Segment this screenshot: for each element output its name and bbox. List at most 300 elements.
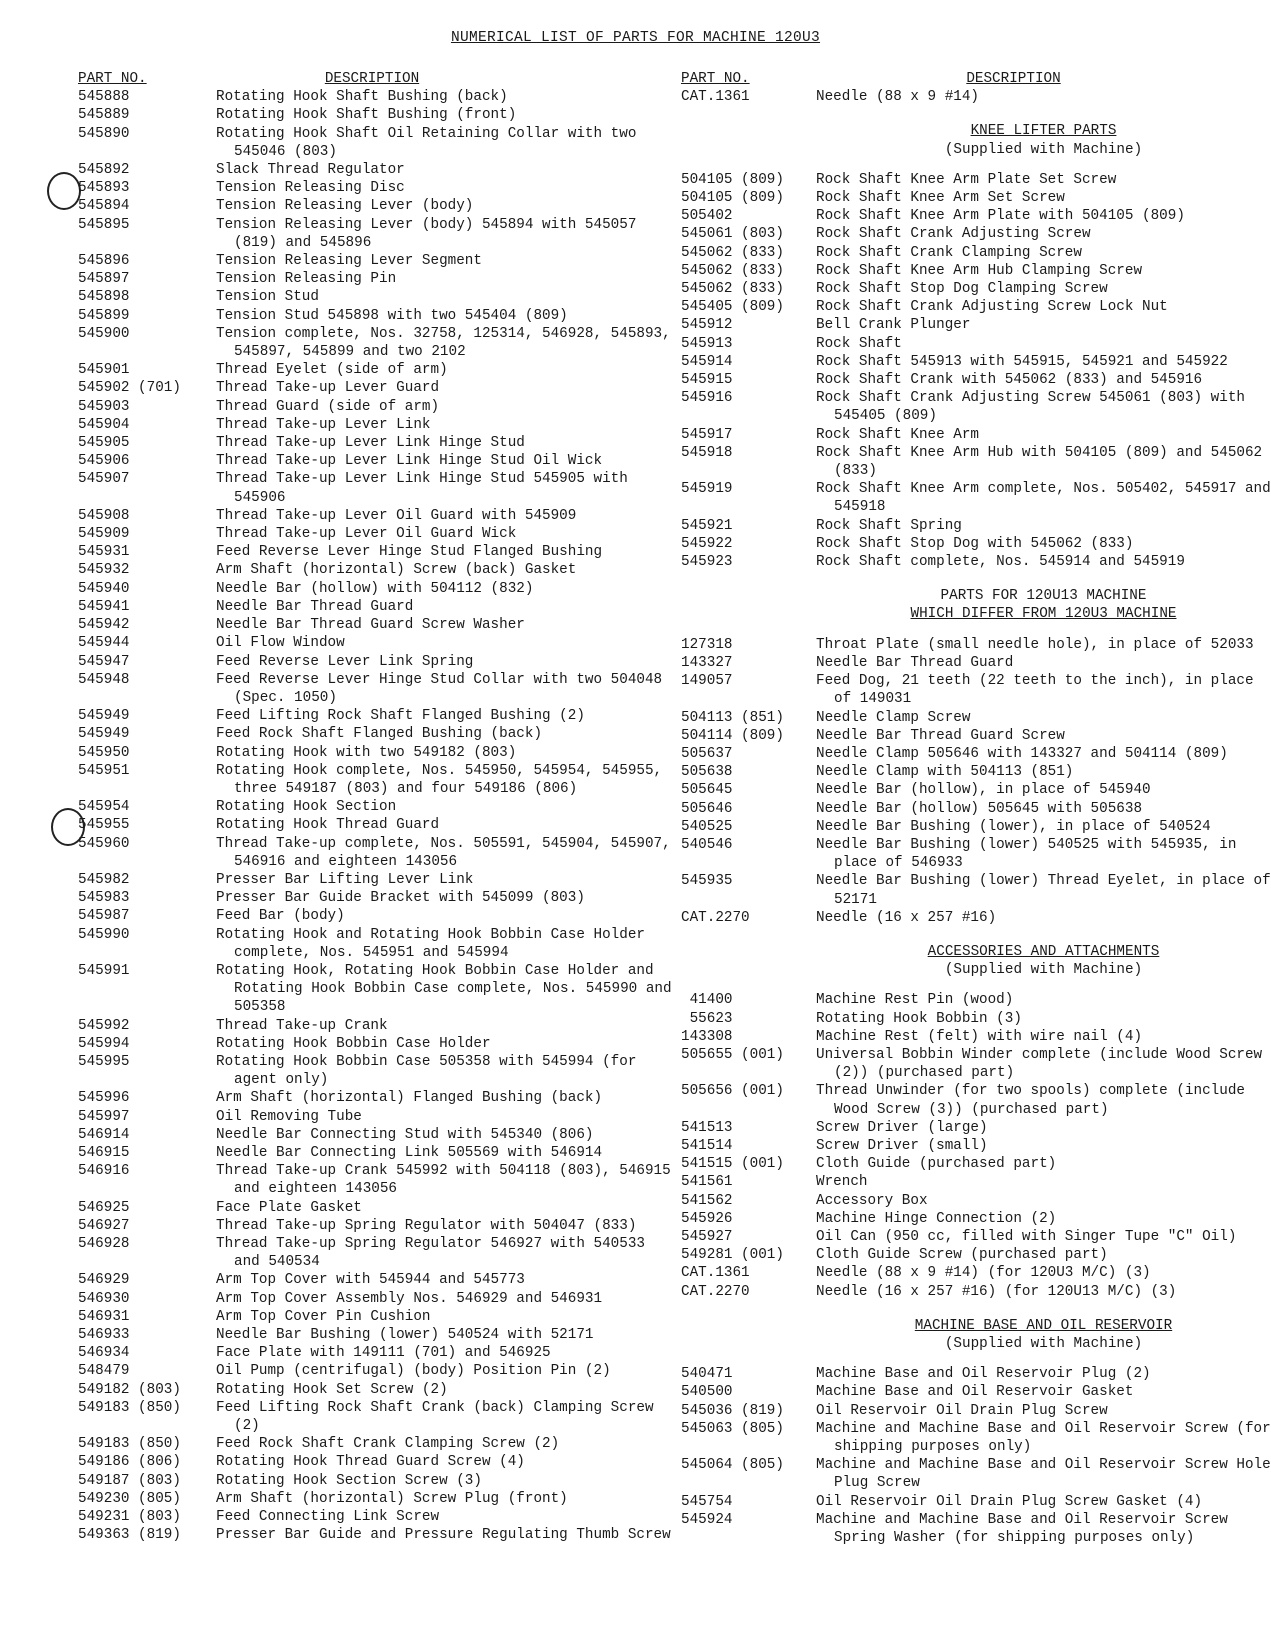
- parts-row: [681, 371, 1271, 389]
- left-parts-list: [78, 88, 678, 1544]
- parts-row: [681, 444, 1271, 480]
- parts-row: [681, 1210, 1271, 1228]
- parts-row: [78, 762, 678, 798]
- part-number: 545947: [78, 653, 130, 670]
- parts-row: [681, 654, 1271, 672]
- part-number: 545061 (803): [681, 226, 784, 243]
- part-description: Rock Shaft Knee Arm: [816, 426, 980, 443]
- part-description: Machine Rest (felt) with wire nail (4): [816, 1028, 1143, 1045]
- parts-row: [78, 1326, 678, 1344]
- part-number: 546928: [78, 1236, 130, 1252]
- part-description: Rotating Hook Section: [216, 799, 397, 816]
- parts-row: [681, 1383, 1271, 1401]
- part-description: Oil Can (950 cc, filled with Singer Tupe "C" Oil): [816, 1228, 1237, 1245]
- parts-row: [681, 207, 1271, 225]
- part-description: Tension complete, Nos. 32758, 125314, 546928, 545893, 545897, 545899 and two 2102: [216, 325, 671, 361]
- parts-row: [681, 353, 1271, 371]
- part-number: 504113 (851): [681, 709, 784, 726]
- part-number: 545941: [78, 598, 130, 615]
- parts-row: [78, 379, 678, 397]
- parts-row: [681, 389, 1271, 425]
- part-number: 545935: [681, 873, 733, 890]
- part-description: Needle (88 x 9 #14) (for 120U3 M/C) (3): [816, 1265, 1151, 1282]
- part-number: 545948: [78, 671, 130, 688]
- differ-section-subtitle: WHICH DIFFER FROM 120U3 MACHINE: [910, 606, 1177, 623]
- part-number: 549231 (803): [78, 1509, 181, 1526]
- parts-row: [78, 1362, 678, 1380]
- parts-row: [681, 1283, 1271, 1301]
- part-description: Machine and Machine Base and Oil Reservoir Screw (for shipping purposes only): [816, 1420, 1271, 1456]
- parts-row: [681, 1010, 1271, 1028]
- part-number: 546927: [78, 1217, 130, 1234]
- part-number: 545927: [681, 1228, 733, 1245]
- parts-row: [78, 252, 678, 270]
- part-description: Rotating Hook Bobbin Case Holder: [216, 1035, 491, 1052]
- part-number: 546930: [78, 1290, 130, 1307]
- part-number: 545895: [78, 216, 130, 233]
- part-description: Arm Top Cover Pin Cushion: [216, 1308, 431, 1325]
- part-no-header: PART NO.: [681, 71, 750, 87]
- part-description: Thread Take-up Lever Oil Guard Wick: [216, 526, 517, 543]
- part-description: Needle Bar Connecting Stud with 545340 (806): [216, 1126, 594, 1143]
- part-description: Needle Bar Bushing (lower) 540525 with 545935, in place of 546933: [816, 836, 1237, 872]
- part-number: 143308: [681, 1028, 733, 1045]
- part-number: 505402: [681, 208, 733, 225]
- part-description: Feed Reverse Lever Link Spring: [216, 653, 474, 670]
- parts-row: [681, 1028, 1271, 1046]
- parts-row: [681, 745, 1271, 763]
- part-description: Tension Stud: [216, 289, 319, 306]
- parts-row: [681, 88, 1271, 106]
- parts-row: [681, 517, 1271, 535]
- part-number: CAT.1361: [681, 89, 750, 106]
- differ-parts-list: [681, 636, 1271, 927]
- part-description: Needle Bar Thread Guard Screw: [816, 727, 1065, 744]
- part-description: Rotating Hook Thread Guard Screw (4): [216, 1454, 525, 1471]
- part-description: Arm Top Cover with 545944 and 545773: [216, 1272, 525, 1289]
- parts-row: [78, 598, 678, 616]
- part-number: 545982: [78, 871, 130, 888]
- part-no-header: PART NO.: [78, 71, 147, 87]
- part-number: CAT.2270: [681, 909, 750, 926]
- part-description: Presser Bar Guide and Pressure Regulating Thumb Screw: [216, 1527, 671, 1544]
- part-number: 549183 (850): [78, 1399, 181, 1416]
- part-number: 545062 (833): [681, 281, 784, 298]
- part-description: Arm Shaft (horizontal) Screw Plug (front): [216, 1490, 568, 1507]
- part-description: Thread Eyelet (side of arm): [216, 362, 448, 379]
- part-number: 545906: [78, 453, 130, 470]
- parts-row: [78, 1108, 678, 1126]
- part-description: Needle Bar Bushing (lower), in place of 540524: [816, 818, 1211, 835]
- part-number: 545062 (833): [681, 262, 784, 279]
- knee-section-heading: [681, 122, 1271, 158]
- part-number: 548479: [78, 1363, 130, 1380]
- part-number: 545897: [78, 271, 130, 288]
- binder-hole-mark: [47, 172, 81, 210]
- parts-row: [681, 1402, 1271, 1420]
- parts-row: [681, 316, 1271, 334]
- parts-row: [681, 280, 1271, 298]
- part-number: 545889: [78, 107, 130, 124]
- part-number: 546915: [78, 1144, 130, 1161]
- part-number: 143327: [681, 654, 733, 671]
- part-number: 504114 (809): [681, 727, 784, 744]
- parts-row: [78, 744, 678, 762]
- parts-row: [681, 872, 1271, 908]
- accessories-parts-list: [681, 991, 1271, 1300]
- part-description: Rock Shaft Spring: [816, 517, 962, 534]
- parts-row: [681, 1192, 1271, 1210]
- part-number: 545063 (805): [681, 1420, 784, 1437]
- part-description: Rock Shaft Crank Adjusting Screw: [816, 226, 1091, 243]
- part-description: Thread Take-up Spring Regulator with 504047 (833): [216, 1217, 637, 1234]
- parts-row: [78, 270, 678, 288]
- parts-row: [78, 1144, 678, 1162]
- differ-section-heading: [681, 587, 1271, 623]
- part-number: 546934: [78, 1345, 130, 1362]
- part-number: 545949: [78, 708, 130, 725]
- description-header: DESCRIPTION: [966, 71, 1061, 87]
- parts-row: [78, 325, 678, 361]
- part-number: 505637: [681, 745, 733, 762]
- part-number: 545996: [78, 1090, 130, 1107]
- part-description: Machine Hinge Connection (2): [816, 1210, 1057, 1227]
- part-number: 545931: [78, 544, 130, 561]
- part-description: Machine and Machine Base and Oil Reservoir Screw Spring Washer (for shipping purposes only): [816, 1511, 1228, 1547]
- description-header: DESCRIPTION: [324, 71, 420, 87]
- part-description: Rotating Hook and Rotating Hook Bobbin Case Holder complete, Nos. 545951 and 545994: [216, 926, 645, 961]
- parts-row: [78, 307, 678, 325]
- part-description: Rotating Hook, Rotating Hook Bobbin Case Holder and Rotating Hook Bobbin Case complete, Nos. 545990 and 505358: [216, 962, 672, 1016]
- parts-row: [681, 335, 1271, 353]
- part-description: Face Plate with 149111 (701) and 546925: [216, 1345, 551, 1362]
- part-description: Needle (88 x 9 #14): [816, 89, 980, 106]
- part-number: 545907: [78, 471, 130, 488]
- parts-row: [681, 1046, 1271, 1082]
- part-description: Thread Take-up Lever Link Hinge Stud: [216, 435, 525, 452]
- part-description: Presser Bar Guide Bracket with 545099 (803): [216, 890, 585, 907]
- parts-row: [78, 1435, 678, 1453]
- part-number: 545923: [681, 554, 733, 571]
- part-number: 540525: [681, 818, 733, 835]
- right-header: [681, 70, 1271, 88]
- parts-row: [78, 1381, 678, 1399]
- part-description: Throat Plate (small needle hole), in place of 52033: [816, 636, 1254, 653]
- part-number: 545990: [78, 926, 130, 943]
- part-description: Thread Take-up Lever Link: [216, 416, 431, 433]
- part-number: 540471: [681, 1366, 733, 1383]
- parts-row: [78, 161, 678, 179]
- parts-row: [78, 707, 678, 725]
- parts-row: [681, 818, 1271, 836]
- base-section-title: MACHINE BASE AND OIL RESERVOIR: [914, 1317, 1173, 1334]
- accessories-section-subtitle: (Supplied with Machine): [944, 962, 1143, 979]
- parts-row: [681, 480, 1271, 516]
- parts-row: [681, 672, 1271, 708]
- part-description: Screw Driver (large): [816, 1119, 988, 1136]
- part-description: Arm Shaft (horizontal) Screw (back) Gasket: [216, 562, 577, 579]
- part-number: 545915: [681, 372, 733, 389]
- part-description: Thread Take-up complete, Nos. 505591, 545904, 545907, 546916 and eighteen 143056: [216, 835, 671, 870]
- part-number: CAT.2270: [681, 1283, 750, 1300]
- part-number: 545950: [78, 744, 130, 761]
- parts-row: [78, 1271, 678, 1289]
- part-number: 545899: [78, 307, 130, 324]
- knee-section-subtitle: (Supplied with Machine): [944, 141, 1143, 158]
- part-number: 541513: [681, 1119, 733, 1136]
- part-description: Feed Bar (body): [216, 908, 345, 925]
- part-number: 545917: [681, 426, 733, 443]
- part-number: 545951: [78, 762, 130, 779]
- part-description: Rock Shaft 545913 with 545915, 545921 and 545922: [816, 353, 1228, 370]
- part-number: 545888: [78, 89, 130, 106]
- left-column: [78, 70, 678, 1544]
- parts-row: [681, 171, 1271, 189]
- part-description: Machine and Machine Base and Oil Reservoir Screw Hole Plug Screw: [816, 1457, 1271, 1492]
- part-number: 545754: [681, 1493, 733, 1510]
- parts-row: [78, 962, 678, 1017]
- part-number: 505656 (001): [681, 1083, 784, 1100]
- part-number: 549183 (850): [78, 1436, 181, 1453]
- parts-row: [681, 1173, 1271, 1191]
- parts-row: [78, 434, 678, 452]
- parts-row: [78, 561, 678, 579]
- part-description: Feed Reverse Lever Hinge Stud Collar with two 504048 (Spec. 1050): [216, 671, 663, 706]
- part-number: 149057: [681, 673, 733, 690]
- parts-row: [78, 871, 678, 889]
- parts-row: [78, 725, 678, 743]
- part-number: 504105 (809): [681, 190, 784, 207]
- part-description: Feed Rock Shaft Flanged Bushing (back): [216, 726, 543, 743]
- part-description: Feed Rock Shaft Crank Clamping Screw (2): [216, 1436, 560, 1453]
- part-number: 545997: [78, 1108, 130, 1125]
- parts-row: [681, 553, 1271, 571]
- part-number: 549363 (819): [78, 1527, 181, 1544]
- part-description: Tension Releasing Lever Segment: [216, 253, 482, 270]
- part-description: Rotating Hook Section Screw (3): [216, 1472, 482, 1489]
- part-number: 541561: [681, 1174, 733, 1191]
- part-number: 545914: [681, 353, 733, 370]
- part-description: Rock Shaft Crank Adjusting Screw 545061 (803) with 545405 (809): [816, 390, 1245, 425]
- part-description: Needle Clamp 505646 with 143327 and 504114 (809): [816, 745, 1228, 762]
- part-number: 540500: [681, 1384, 733, 1401]
- parts-row: [681, 262, 1271, 280]
- parts-row: [78, 470, 678, 506]
- part-description: Tension Releasing Disc: [216, 180, 405, 197]
- part-description: Needle Clamp with 504113 (851): [816, 764, 1074, 781]
- parts-row: [681, 1264, 1271, 1282]
- part-number: 545949: [78, 726, 130, 743]
- parts-row: [681, 991, 1271, 1009]
- parts-row: [78, 907, 678, 925]
- part-description: Rock Shaft complete, Nos. 545914 and 545919: [816, 554, 1185, 571]
- part-description: Arm Top Cover Assembly Nos. 546929 and 546931: [216, 1290, 603, 1307]
- part-description: Tension Releasing Lever (body) 545894 with 545057 (819) and 545896: [216, 216, 637, 251]
- part-description: Rock Shaft Crank with 545062 (833) and 545916: [816, 372, 1203, 389]
- part-number: 505646: [681, 800, 733, 817]
- part-description: Accessory Box: [816, 1192, 928, 1209]
- part-number: 545916: [681, 390, 733, 407]
- parts-row: [78, 1126, 678, 1144]
- part-number: 545942: [78, 617, 130, 634]
- part-number: 549186 (806): [78, 1454, 181, 1471]
- part-number: 546916: [78, 1163, 130, 1180]
- parts-row: [681, 1365, 1271, 1383]
- parts-row: [78, 616, 678, 634]
- parts-row: [78, 816, 678, 834]
- parts-row: [78, 88, 678, 106]
- parts-row: [681, 781, 1271, 799]
- parts-row: [681, 1511, 1271, 1547]
- part-number: 545918: [681, 444, 733, 461]
- part-number: 545909: [78, 526, 130, 543]
- parts-row: [78, 1017, 678, 1035]
- parts-row: [681, 225, 1271, 243]
- parts-row: [78, 1053, 678, 1089]
- part-description: Rotating Hook with two 549182 (803): [216, 744, 517, 761]
- part-description: Tension Releasing Lever (body): [216, 198, 474, 215]
- part-description: Rock Shaft Knee Arm Hub Clamping Screw: [816, 262, 1143, 279]
- parts-row: [78, 525, 678, 543]
- part-description: Needle Bar Connecting Link 505569 with 546914: [216, 1144, 603, 1161]
- part-description: Oil Reservoir Oil Drain Plug Screw: [816, 1402, 1108, 1419]
- parts-row: [78, 1308, 678, 1326]
- parts-row: [78, 889, 678, 907]
- part-number: 541515 (001): [681, 1156, 784, 1173]
- part-number: 545994: [78, 1035, 130, 1052]
- right-column: [681, 70, 1271, 1547]
- parts-row: [78, 1508, 678, 1526]
- parts-row: [681, 535, 1271, 553]
- parts-row: [78, 1162, 678, 1198]
- knee-section-title: KNEE LIFTER PARTS: [970, 123, 1117, 140]
- parts-row: [681, 298, 1271, 316]
- part-description: Rock Shaft Crank Adjusting Screw Lock Nut: [816, 299, 1168, 316]
- parts-row: [78, 452, 678, 470]
- parts-row: [78, 1490, 678, 1508]
- part-number: 545893: [78, 180, 130, 197]
- part-number: 545405 (809): [681, 299, 784, 316]
- parts-row: [681, 189, 1271, 207]
- parts-row: [78, 1199, 678, 1217]
- parts-row: [78, 507, 678, 525]
- part-description: Thread Unwinder (for two spools) complete (include Wood Screw (3)) (purchased part): [816, 1083, 1245, 1118]
- part-number: 546925: [78, 1199, 130, 1216]
- parts-row: [681, 1119, 1271, 1137]
- parts-row: [78, 1453, 678, 1471]
- parts-row: [681, 1420, 1271, 1456]
- part-number: 545901: [78, 362, 130, 379]
- part-number: 545983: [78, 890, 130, 907]
- parts-row: [78, 125, 678, 161]
- part-number: 549182 (803): [78, 1381, 181, 1398]
- part-description: Needle (16 x 257 #16): [816, 909, 997, 926]
- part-number: CAT.1361: [681, 1265, 750, 1282]
- part-number: 545890: [78, 125, 130, 142]
- part-description: Oil Pump (centrifugal) (body) Position Pin (2): [216, 1363, 611, 1380]
- part-number: 545896: [78, 253, 130, 270]
- parts-row: [78, 634, 678, 652]
- part-number: 545892: [78, 162, 130, 179]
- part-description: Machine Base and Oil Reservoir Gasket: [816, 1384, 1134, 1401]
- part-number: 545960: [78, 835, 130, 852]
- part-description: Rock Shaft Knee Arm Set Screw: [816, 190, 1065, 207]
- part-number: 545894: [78, 198, 130, 215]
- parts-row: [681, 1155, 1271, 1173]
- part-description: Arm Shaft (horizontal) Flanged Bushing (back): [216, 1090, 603, 1107]
- part-description: Needle Bar (hollow), in place of 545940: [816, 782, 1151, 799]
- part-number: 545902 (701): [78, 380, 181, 397]
- part-description: Needle Bar (hollow) with 504112 (832): [216, 580, 534, 597]
- parts-row: [681, 909, 1271, 927]
- part-description: Face Plate Gasket: [216, 1199, 362, 1216]
- parts-row: [681, 836, 1271, 872]
- parts-row: [78, 288, 678, 306]
- part-number: 505645: [681, 782, 733, 799]
- parts-row: [78, 671, 678, 707]
- part-number: 545905: [78, 435, 130, 452]
- parts-row: [78, 1290, 678, 1308]
- part-number: 545954: [78, 799, 130, 816]
- part-number: 545955: [78, 817, 130, 834]
- part-number: 546929: [78, 1272, 130, 1289]
- part-number: 545913: [681, 335, 733, 352]
- parts-row: [78, 1472, 678, 1490]
- left-header: [78, 70, 678, 88]
- part-description: Rotating Hook Set Screw (2): [216, 1381, 448, 1398]
- part-number: 545908: [78, 507, 130, 524]
- part-number: 41400: [681, 992, 733, 1009]
- part-number: 545919: [681, 481, 733, 498]
- part-description: Rock Shaft Knee Arm Plate with 504105 (809): [816, 208, 1185, 225]
- parts-row: [78, 197, 678, 215]
- parts-row: [78, 1035, 678, 1053]
- knee-parts-list: [681, 171, 1271, 571]
- part-description: Thread Take-up Crank 545992 with 504118 (803), 546915 and eighteen 143056: [216, 1163, 671, 1198]
- parts-row: [681, 1137, 1271, 1155]
- part-number: 545944: [78, 635, 130, 652]
- part-number: 545926: [681, 1210, 733, 1227]
- part-number: 546931: [78, 1308, 130, 1325]
- part-description: Slack Thread Regulator: [216, 162, 405, 179]
- base-parts-list: [681, 1365, 1271, 1547]
- part-description: Needle (16 x 257 #16) (for 120U13 M/C) (3): [816, 1283, 1177, 1300]
- part-number: 545992: [78, 1017, 130, 1034]
- part-description: Needle Bar Thread Guard: [816, 654, 1014, 671]
- part-number: 545932: [78, 562, 130, 579]
- part-number: 545912: [681, 317, 733, 334]
- part-number: 55623: [681, 1010, 733, 1027]
- part-description: Rotating Hook complete, Nos. 545950, 545954, 545955, three 549187 (803) and four 549186 (806): [216, 762, 663, 797]
- part-description: Rock Shaft Crank Clamping Screw: [816, 244, 1082, 261]
- part-description: Cloth Guide (purchased part): [816, 1156, 1057, 1173]
- part-number: 545921: [681, 517, 733, 534]
- parts-row: [78, 216, 678, 252]
- part-number: 546933: [78, 1327, 130, 1344]
- parts-row: [681, 1493, 1271, 1511]
- part-description: Needle Clamp Screw: [816, 709, 971, 726]
- part-number: 127318: [681, 636, 733, 653]
- part-description: Needle Bar Bushing (lower) Thread Eyelet, in place of 52171: [816, 873, 1271, 908]
- parts-row: [681, 800, 1271, 818]
- part-number: 545900: [78, 325, 130, 342]
- parts-row: [78, 580, 678, 598]
- base-section-heading: [681, 1317, 1271, 1353]
- parts-row: [78, 653, 678, 671]
- parts-row: [78, 926, 678, 962]
- part-number: 549281 (001): [681, 1247, 784, 1264]
- parts-row: [681, 727, 1271, 745]
